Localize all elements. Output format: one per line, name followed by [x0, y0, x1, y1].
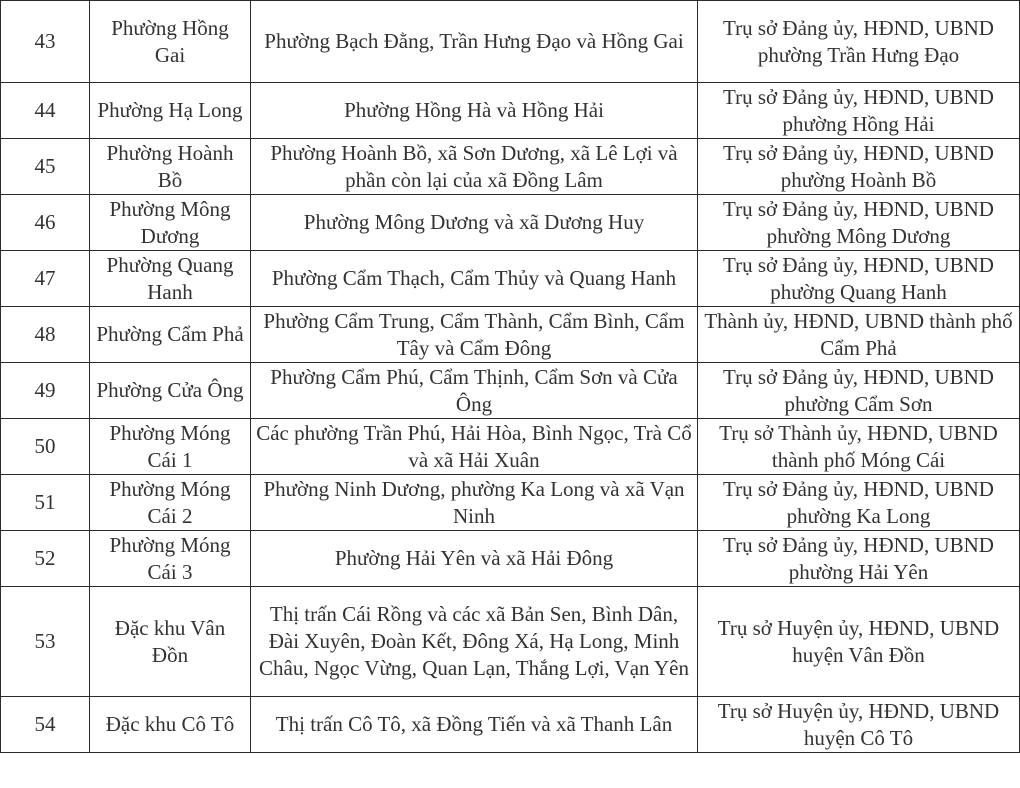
table-row: [1, 475, 1020, 531]
headquarters: Trụ sở Đảng ủy, HĐND, UBND phường Ka Long: [698, 475, 1020, 531]
table-row: [1, 587, 1020, 697]
merged-units: Phường Hoành Bồ, xã Sơn Dương, xã Lê Lợi và phần còn lại của xã Đồng Lâm: [251, 139, 698, 195]
ward-name: Phường Cửa Ông: [90, 363, 251, 419]
headquarters: Trụ sở Đảng ủy, HĐND, UBND phường Cẩm Sơn: [698, 363, 1020, 419]
headquarters: Trụ sở Đảng ủy, HĐND, UBND phường Hồng Hải: [698, 83, 1020, 139]
ward-name: Phường Móng Cái 2: [90, 475, 251, 531]
headquarters: Trụ sở Huyện ủy, HĐND, UBND huyện Cô Tô: [698, 697, 1020, 753]
ward-name: Phường Hồng Gai: [90, 1, 251, 83]
headquarters: Trụ sở Đảng ủy, HĐND, UBND phường Mông Dương: [698, 195, 1020, 251]
merged-units: Phường Hải Yên và xã Hải Đông: [251, 531, 698, 587]
ward-name: Phường Cẩm Phả: [90, 307, 251, 363]
row-number: 54: [1, 697, 90, 753]
table-row: [1, 363, 1020, 419]
headquarters: Trụ sở Huyện ủy, HĐND, UBND huyện Vân Đồn: [698, 587, 1020, 697]
ward-name: Đặc khu Vân Đồn: [90, 587, 251, 697]
table-row: [1, 139, 1020, 195]
merged-units: Phường Cẩm Thạch, Cẩm Thủy và Quang Hanh: [251, 251, 698, 307]
merged-units: Thị trấn Cô Tô, xã Đồng Tiến và xã Thanh Lân: [251, 697, 698, 753]
table-row: [1, 419, 1020, 475]
row-number: 46: [1, 195, 90, 251]
row-number: 52: [1, 531, 90, 587]
row-number: 47: [1, 251, 90, 307]
row-number: 44: [1, 83, 90, 139]
row-number: 49: [1, 363, 90, 419]
merged-units: Phường Cẩm Phú, Cẩm Thịnh, Cẩm Sơn và Cửa Ông: [251, 363, 698, 419]
unit-table-body: [1, 1, 1020, 753]
headquarters: Trụ sở Đảng ủy, HĐND, UBND phường Trần Hưng Đạo: [698, 1, 1020, 83]
merged-units: Phường Mông Dương và xã Dương Huy: [251, 195, 698, 251]
merged-units: Phường Bạch Đằng, Trần Hưng Đạo và Hồng Gai: [251, 1, 698, 83]
row-number: 51: [1, 475, 90, 531]
row-number: 50: [1, 419, 90, 475]
table-row: [1, 697, 1020, 753]
merged-units: Phường Hồng Hà và Hồng Hải: [251, 83, 698, 139]
merged-units: Các phường Trần Phú, Hải Hòa, Bình Ngọc, Trà Cổ và xã Hải Xuân: [251, 419, 698, 475]
table-row: [1, 1, 1020, 83]
table-row: [1, 307, 1020, 363]
merged-units: Phường Cẩm Trung, Cẩm Thành, Cẩm Bình, Cẩm Tây và Cẩm Đông: [251, 307, 698, 363]
ward-name: Phường Hoành Bồ: [90, 139, 251, 195]
row-number: 48: [1, 307, 90, 363]
ward-name: Đặc khu Cô Tô: [90, 697, 251, 753]
table-row: [1, 83, 1020, 139]
row-number: 53: [1, 587, 90, 697]
table-row: [1, 195, 1020, 251]
headquarters: Trụ sở Đảng ủy, HĐND, UBND phường Quang Hanh: [698, 251, 1020, 307]
ward-name: Phường Móng Cái 3: [90, 531, 251, 587]
merged-units: Phường Ninh Dương, phường Ka Long và xã Vạn Ninh: [251, 475, 698, 531]
ward-name: Phường Quang Hanh: [90, 251, 251, 307]
ward-name: Phường Móng Cái 1: [90, 419, 251, 475]
headquarters: Trụ sở Đảng ủy, HĐND, UBND phường Hoành Bồ: [698, 139, 1020, 195]
headquarters: Thành ủy, HĐND, UBND thành phố Cẩm Phả: [698, 307, 1020, 363]
ward-name: Phường Mông Dương: [90, 195, 251, 251]
row-number: 43: [1, 1, 90, 83]
merged-units: Thị trấn Cái Rồng và các xã Bản Sen, Bình Dân, Đài Xuyên, Đoàn Kết, Đông Xá, Hạ Long, Minh Châu, Ngọc Vừng, Quan Lạn, Thắng Lợi, Vạn Yên: [251, 587, 698, 697]
table-row: [1, 531, 1020, 587]
headquarters: Trụ sở Thành ủy, HĐND, UBND thành phố Móng Cái: [698, 419, 1020, 475]
ward-name: Phường Hạ Long: [90, 83, 251, 139]
headquarters: Trụ sở Đảng ủy, HĐND, UBND phường Hải Yên: [698, 531, 1020, 587]
row-number: 45: [1, 139, 90, 195]
table-row: [1, 251, 1020, 307]
